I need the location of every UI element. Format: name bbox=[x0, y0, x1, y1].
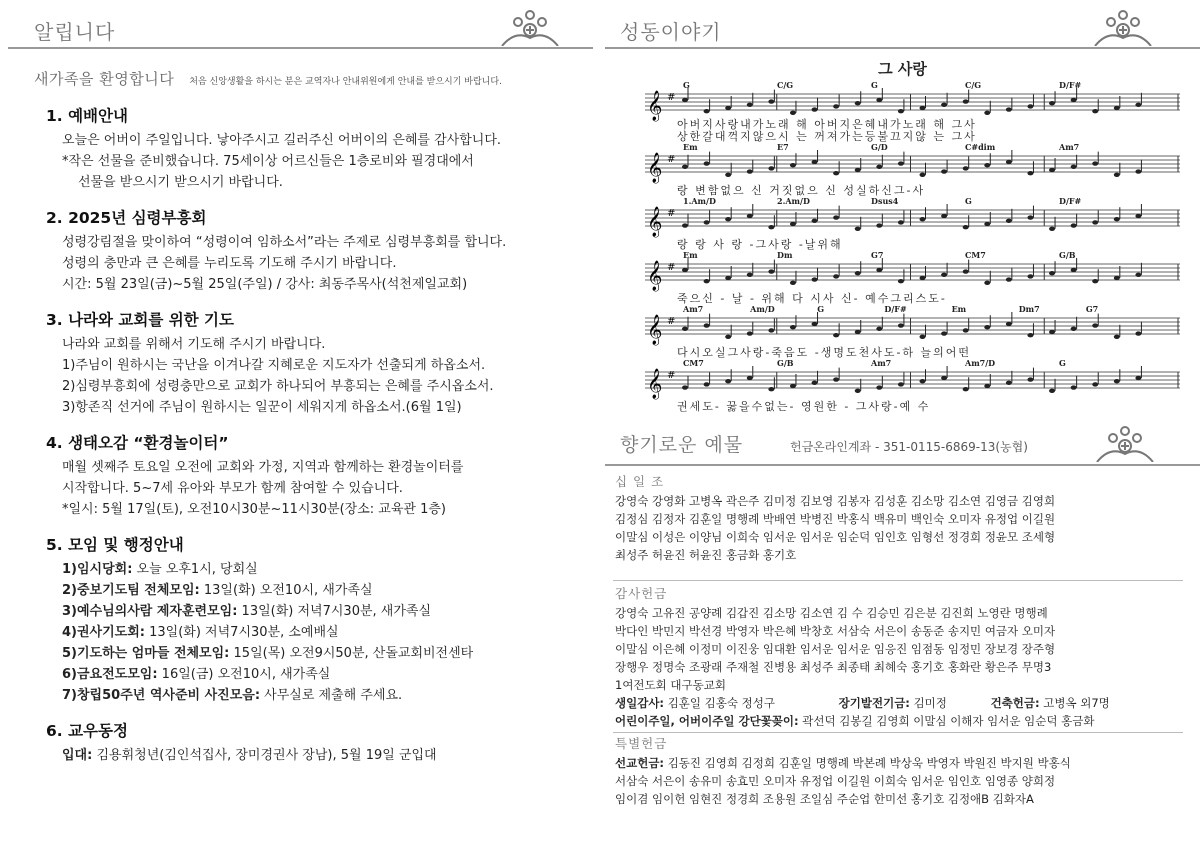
chord-symbol: D/F# bbox=[884, 304, 907, 314]
note-head bbox=[768, 99, 774, 103]
note-head bbox=[812, 381, 818, 385]
chord-symbol: 2.Am/D bbox=[777, 196, 810, 206]
chord-symbol: G bbox=[683, 80, 690, 90]
treble-clef-icon: 𝄞 bbox=[647, 91, 663, 121]
right-column bbox=[605, 0, 1200, 806]
note-head bbox=[682, 223, 688, 227]
key-sharp-icon: # bbox=[667, 92, 676, 103]
note-head bbox=[1027, 215, 1033, 219]
note-head bbox=[920, 173, 926, 177]
note-head bbox=[1071, 268, 1077, 272]
notice-eco-playground bbox=[46, 431, 586, 520]
note-head bbox=[725, 217, 731, 221]
note-head bbox=[898, 279, 904, 283]
note-head bbox=[725, 335, 731, 339]
note-head bbox=[984, 325, 990, 329]
note-head bbox=[898, 323, 904, 327]
notice-meetings bbox=[46, 533, 586, 706]
note-head bbox=[963, 99, 969, 103]
note-head bbox=[1049, 330, 1055, 334]
sheet-music bbox=[645, 80, 1180, 412]
staff-lines bbox=[645, 366, 1180, 400]
note-head bbox=[768, 328, 774, 332]
note-head bbox=[833, 215, 839, 219]
note-head bbox=[812, 277, 818, 281]
notice-member-news bbox=[46, 719, 586, 766]
notice-line: *일시: 5월 17일(토), 오전10시30분~11시30분(장소: 교육관 1층) bbox=[62, 502, 446, 517]
meeting-item: 3)예수님의사람 제자훈련모임: 13일(화) 저녁7시30분, 새가족실 bbox=[62, 604, 432, 619]
meeting-item: 2)중보기도팀 전체모임: 13일(화) 오전10시, 새가족실 bbox=[62, 583, 373, 598]
chord-symbol: G7 bbox=[1085, 304, 1099, 314]
welcome-banner bbox=[34, 68, 502, 89]
note-head bbox=[1049, 227, 1055, 231]
note-head bbox=[1006, 219, 1012, 223]
thanks-categories-row: 생일감사: 김훈일 김홍숙 정성구 장기발전기금: 김미정 건축헌금: 고병옥 외7명 bbox=[615, 696, 1110, 710]
music-staff bbox=[645, 358, 1180, 412]
chord-symbol: Em bbox=[683, 250, 698, 260]
donor-line: 김정심 김정자 김훈일 명행례 박배연 박병진 박홍식 백유미 백인숙 오미자 유정업 이길원 bbox=[615, 512, 1056, 526]
header-rule bbox=[8, 47, 593, 49]
note-head bbox=[1114, 173, 1120, 177]
note-head bbox=[876, 165, 882, 169]
lyric-line: 아버지사랑내가노래 해 아버지은혜내가노래 해 그사 bbox=[677, 118, 977, 131]
note-head bbox=[1092, 279, 1098, 283]
note-head bbox=[1006, 381, 1012, 385]
note-head bbox=[1071, 98, 1077, 102]
note-head bbox=[1071, 165, 1077, 169]
note-head bbox=[920, 335, 926, 339]
donor-line: 이말심 이은혜 이정미 이진웅 임대환 임서운 임서운 임응진 임점동 임정민 장보경 장주형 bbox=[615, 642, 1056, 656]
key-sharp-icon: # bbox=[667, 262, 676, 273]
note-head bbox=[1135, 103, 1141, 107]
note-head bbox=[704, 323, 710, 327]
note-head bbox=[790, 222, 796, 226]
offering-account: 헌금온라인계좌 - 351-0115-6869-13(농협) bbox=[790, 440, 1028, 454]
notice-line: 2)심령부흥회에 성령충만으로 교회가 하나되어 부흥되는 은혜를 주시옵소서. bbox=[62, 379, 494, 394]
note-head bbox=[1135, 331, 1141, 335]
note-head bbox=[1092, 323, 1098, 327]
notice-heading: 1. 예배안내 bbox=[46, 107, 128, 125]
header-rule bbox=[605, 47, 1200, 49]
lyric-line-second-verse: 상한갈대꺽지않으시 는 꺼져가는등불끄지않 는 그사 bbox=[677, 130, 977, 143]
note-head bbox=[682, 165, 688, 169]
note-head bbox=[855, 101, 861, 105]
note-head bbox=[1027, 333, 1033, 337]
staff-lines bbox=[645, 204, 1180, 238]
note-head bbox=[984, 384, 990, 388]
chord-symbol: Em bbox=[683, 142, 698, 152]
note-head bbox=[1049, 168, 1055, 172]
note-head bbox=[876, 327, 882, 331]
chord-symbol: Dm7 bbox=[1018, 304, 1040, 314]
offering-title: 향기로운 예물 bbox=[620, 434, 744, 456]
note-head bbox=[963, 387, 969, 391]
cross-motif-icon bbox=[500, 8, 560, 46]
key-sharp-icon: # bbox=[667, 154, 676, 165]
note-head bbox=[941, 103, 947, 107]
notice-revival bbox=[46, 206, 586, 295]
notice-heading: 4. 생태오감 “환경놀이터” bbox=[46, 434, 229, 452]
note-head bbox=[833, 171, 839, 175]
note-head bbox=[920, 217, 926, 221]
chord-symbol: G7 bbox=[871, 250, 884, 260]
notice-heading: 6. 교우동정 bbox=[46, 722, 128, 740]
note-head bbox=[920, 276, 926, 280]
key-sharp-icon: # bbox=[667, 370, 676, 381]
note-head bbox=[963, 225, 969, 229]
note-head bbox=[768, 387, 774, 391]
lyric-line: 죽으신 - 날 - 위해 다 시사 신- 예수그리스도- bbox=[677, 292, 947, 305]
meeting-item: 4)권사기도회: 13일(화) 저녁7시30분, 소예배실 bbox=[62, 625, 339, 640]
note-head bbox=[984, 222, 990, 226]
note-head bbox=[747, 169, 753, 173]
notice-line: 3)항존직 선거에 주님이 원하시는 일꾼이 세워지게 하옵소서.(6월 1일) bbox=[62, 400, 462, 415]
treble-clef-icon: 𝄞 bbox=[647, 153, 663, 183]
chord-symbol: G bbox=[817, 304, 825, 314]
note-head bbox=[876, 385, 882, 389]
note-head bbox=[747, 103, 753, 107]
notice-line: 성령의 충만과 큰 은혜를 누리도록 기도해 주시기 바랍니다. bbox=[62, 256, 397, 271]
note-head bbox=[790, 384, 796, 388]
note-head bbox=[1114, 217, 1120, 221]
note-head bbox=[898, 161, 904, 165]
welcome-note: 처음 신앙생활을 하시는 분은 교역자나 안내위원에게 안내를 받으시기 바랍니다. bbox=[189, 77, 502, 87]
chord-symbol: CM7 bbox=[965, 250, 986, 260]
note-head bbox=[747, 376, 753, 380]
chord-symbol: Em bbox=[951, 304, 967, 314]
note-head bbox=[984, 281, 990, 285]
member-news-item: 입대: 김용휘청년(김인석집사, 장미경권사 장남), 5월 19일 군입대 bbox=[62, 748, 437, 763]
note-head bbox=[704, 220, 710, 224]
note-head bbox=[855, 227, 861, 231]
chord-symbol: Dm bbox=[777, 250, 793, 260]
note-head bbox=[1135, 214, 1141, 218]
note-head bbox=[855, 389, 861, 393]
lyric-line: 권세도- 꿇을수없는- 영원한 - 그사랑-예 수 bbox=[677, 400, 931, 413]
music-staff bbox=[645, 142, 1180, 196]
note-head bbox=[812, 322, 818, 326]
chord-symbol: G bbox=[1059, 358, 1066, 368]
cross-motif-icon bbox=[1093, 8, 1153, 46]
notice-line: 선물을 받으시기 받으시기 바랍니다. bbox=[78, 175, 283, 190]
note-head bbox=[747, 273, 753, 277]
note-head bbox=[876, 223, 882, 227]
chord-symbol: C/G bbox=[777, 80, 794, 90]
donor-line: 최성주 허윤진 허윤진 홍금화 홍기호 bbox=[615, 548, 797, 562]
note-head bbox=[790, 325, 796, 329]
note-head bbox=[941, 376, 947, 380]
chord-symbol: E7 bbox=[777, 142, 789, 152]
meeting-item: 1)임시당회: 오늘 오후1시, 당회실 bbox=[62, 562, 258, 577]
key-sharp-icon: # bbox=[667, 316, 676, 327]
story-header bbox=[605, 0, 1200, 50]
note-head bbox=[704, 109, 710, 113]
welcome-title: 새가족을 환영합니다 bbox=[34, 70, 175, 88]
note-head bbox=[963, 328, 969, 332]
note-head bbox=[1071, 385, 1077, 389]
music-staff bbox=[645, 196, 1180, 250]
note-head bbox=[1114, 335, 1120, 339]
note-head bbox=[725, 276, 731, 280]
chord-symbol: Dsus4 bbox=[871, 196, 899, 206]
note-head bbox=[941, 331, 947, 335]
note-head bbox=[1027, 104, 1033, 108]
note-head bbox=[855, 330, 861, 334]
note-head bbox=[1049, 271, 1055, 275]
note-head bbox=[898, 109, 904, 113]
notice-heading: 3. 나라와 교회를 위한 기도 bbox=[46, 311, 234, 329]
notice-line: 시간: 5월 23일(금)~5월 25일(주일) / 강사: 최동주목사(석천제일교회) bbox=[62, 277, 468, 292]
notice-line: 성령강림절을 맞이하여 “성령이여 임하소서”라는 주제로 심령부흥회를 합니다. bbox=[62, 235, 507, 250]
note-head bbox=[833, 274, 839, 278]
note-head bbox=[1114, 106, 1120, 110]
special-group bbox=[615, 734, 1175, 808]
donor-line: 장행우 정명숙 조광래 주재철 진병용 최성주 최종태 최혜숙 홍기호 홍화란 황은주 무명3 bbox=[615, 660, 1052, 674]
note-head bbox=[984, 111, 990, 115]
chord-symbol: Am7 bbox=[683, 304, 704, 314]
donor-line: 강영숙 고유진 공양례 김갑진 김소망 김소연 김 수 김승민 김은분 김진희 노영란 명행례 bbox=[615, 606, 1048, 620]
music-staff bbox=[645, 80, 1180, 142]
chord-symbol: D/F# bbox=[1059, 80, 1082, 90]
staff-lines bbox=[645, 150, 1180, 184]
chord-symbol: D/F# bbox=[1059, 196, 1082, 206]
note-head bbox=[833, 333, 839, 337]
lyric-line: 랑 랑 사 랑 -그사랑 -날위해 bbox=[677, 238, 843, 251]
lyric-line: 랑 변함없으 신 거짓없으 신 성실하신그-사 bbox=[677, 184, 926, 197]
note-head bbox=[1027, 377, 1033, 381]
note-head bbox=[855, 271, 861, 275]
notice-prayer bbox=[46, 308, 586, 418]
chord-symbol: Am7 bbox=[1059, 142, 1080, 152]
note-head bbox=[1114, 379, 1120, 383]
note-head bbox=[790, 281, 796, 285]
donor-line: 임이겸 임이헌 임현진 정경희 조용원 조일심 주순업 한미선 홍기호 김정애B 김화자A bbox=[615, 792, 1034, 806]
note-head bbox=[876, 268, 882, 272]
note-head bbox=[920, 379, 926, 383]
note-head bbox=[768, 269, 774, 273]
note-head bbox=[1071, 223, 1077, 227]
meeting-item: 5)기도하는 엄마들 전체모임: 15일(목) 오전9시50분, 산돌교회비전센타 bbox=[62, 646, 474, 661]
note-head bbox=[941, 273, 947, 277]
note-head bbox=[1071, 327, 1077, 331]
cross-motif-icon bbox=[1095, 424, 1155, 462]
note-head bbox=[1006, 322, 1012, 326]
donor-line: 이말심 이성은 이양님 이희숙 임서운 임서운 임순덕 임인호 임형선 정경희 정윤모 조세형 bbox=[615, 530, 1056, 544]
note-head bbox=[1049, 101, 1055, 105]
notice-line: *작은 선물을 준비했습니다. 75세이상 어르신들은 1층로비와 필경대에서 bbox=[62, 154, 474, 169]
note-head bbox=[682, 268, 688, 272]
note-head bbox=[855, 168, 861, 172]
offering-header bbox=[605, 422, 1200, 468]
meeting-item: 6)금요전도모임: 16일(금) 오전10시, 새가족실 bbox=[62, 667, 331, 682]
note-head bbox=[790, 163, 796, 167]
thanks-categories-row: 어린이주일, 어버이주일 강단꽃꽂이: 곽선덕 김봉길 김영희 이말심 이해자 임서운 임순덕 홍금화 bbox=[615, 714, 1095, 728]
staff-lines bbox=[645, 312, 1180, 346]
treble-clef-icon: 𝄞 bbox=[647, 261, 663, 291]
chord-symbol: G/D bbox=[871, 142, 888, 152]
chord-symbol: G bbox=[871, 80, 878, 90]
note-head bbox=[963, 269, 969, 273]
notice-list bbox=[46, 104, 586, 779]
notice-line: 1)주님이 원하시는 국난을 이겨나갈 지혜로운 지도자가 선출되게 하옵소서. bbox=[62, 358, 486, 373]
notice-line: 매월 셋째주 토요일 오전에 교회와 가정, 지역과 함께하는 환경놀이터를 bbox=[62, 460, 464, 475]
announcements-header bbox=[0, 0, 600, 50]
music-staff bbox=[645, 250, 1180, 304]
tithe-group bbox=[615, 472, 1175, 564]
note-head bbox=[1135, 169, 1141, 173]
note-head bbox=[725, 379, 731, 383]
chord-symbol: Am7 bbox=[871, 358, 892, 368]
note-head bbox=[704, 382, 710, 386]
note-head bbox=[704, 161, 710, 165]
chord-symbol: C/G bbox=[965, 80, 982, 90]
note-head bbox=[1135, 273, 1141, 277]
note-head bbox=[747, 331, 753, 335]
thanks-heading: 감사헌금 bbox=[615, 586, 668, 601]
group-divider bbox=[613, 580, 1183, 581]
note-head bbox=[790, 111, 796, 115]
chord-symbol: G/B bbox=[777, 358, 794, 368]
music-staff bbox=[645, 304, 1180, 358]
note-head bbox=[1006, 160, 1012, 164]
note-head bbox=[1114, 276, 1120, 280]
chord-symbol: G bbox=[965, 196, 972, 206]
note-head bbox=[898, 382, 904, 386]
notice-worship bbox=[46, 104, 586, 193]
note-head bbox=[1027, 274, 1033, 278]
note-head bbox=[984, 163, 990, 167]
chord-symbol: 1.Am/D bbox=[683, 196, 716, 206]
note-head bbox=[812, 219, 818, 223]
note-head bbox=[812, 107, 818, 111]
donor-line: 1여전도회 대구동교회 bbox=[615, 678, 726, 692]
notice-line: 나라와 교회를 위해서 기도해 주시기 바랍니다. bbox=[62, 337, 326, 352]
note-head bbox=[833, 377, 839, 381]
notice-heading: 5. 모임 및 행정안내 bbox=[46, 536, 184, 554]
note-head bbox=[1092, 220, 1098, 224]
treble-clef-icon: 𝄞 bbox=[647, 207, 663, 237]
note-head bbox=[768, 225, 774, 229]
note-head bbox=[725, 173, 731, 177]
note-head bbox=[1092, 109, 1098, 113]
note-head bbox=[1027, 171, 1033, 175]
note-head bbox=[1092, 161, 1098, 165]
donor-line: 선교헌금: 김동진 김영희 김정희 김훈일 명행례 박본례 박상욱 박영자 박원진 박지원 박홍식 bbox=[615, 756, 1071, 770]
note-head bbox=[704, 279, 710, 283]
staff-lines bbox=[645, 258, 1180, 292]
offering-rule bbox=[605, 464, 1200, 466]
key-sharp-icon: # bbox=[667, 208, 676, 219]
note-head bbox=[1049, 389, 1055, 393]
chord-symbol: Am7/D bbox=[965, 358, 996, 368]
note-head bbox=[682, 327, 688, 331]
tithe-heading: 십 일 조 bbox=[615, 474, 665, 489]
group-divider bbox=[613, 732, 1183, 733]
donor-line: 강영숙 강영화 고병옥 곽은주 김미정 김보영 김봉자 김성훈 김소망 김소연 김영금 김영희 bbox=[615, 494, 1056, 508]
note-head bbox=[1135, 376, 1141, 380]
announcements-title: 알립니다 bbox=[34, 20, 116, 44]
chord-symbol: Am/D bbox=[750, 304, 775, 314]
note-head bbox=[768, 166, 774, 170]
story-title: 성동이야기 bbox=[620, 20, 722, 44]
note-head bbox=[725, 106, 731, 110]
note-head bbox=[898, 220, 904, 224]
notice-heading: 2. 2025년 심령부흥회 bbox=[46, 209, 207, 227]
lyric-line: 다시오실그사랑-죽음도 -생명도천사도-하 늘의어떤 bbox=[677, 346, 972, 359]
note-head bbox=[1006, 277, 1012, 281]
note-head bbox=[1092, 382, 1098, 386]
left-column bbox=[0, 0, 600, 763]
donor-line: 박다인 박민지 박선경 박영자 박은혜 박창호 서삼숙 서은이 송동준 송지민 여금자 오미자 bbox=[615, 624, 1056, 638]
treble-clef-icon: 𝄞 bbox=[647, 369, 663, 399]
donor-line: 서삼숙 서은이 송유미 송효민 오미자 유정업 이길원 이희숙 임서운 임인호 임영종 양희정 bbox=[615, 774, 1056, 788]
note-head bbox=[747, 214, 753, 218]
notice-line: 시작합니다. 5~7세 유아와 부모가 함께 참여할 수 있습니다. bbox=[62, 481, 403, 496]
thanks-group bbox=[615, 584, 1175, 730]
meeting-item: 7)창립50주년 역사준비 사진모음: 사무실로 제출해 주세요. bbox=[62, 688, 403, 703]
note-head bbox=[812, 160, 818, 164]
special-heading: 특별헌금 bbox=[615, 736, 668, 751]
note-head bbox=[941, 214, 947, 218]
note-head bbox=[941, 169, 947, 173]
note-head bbox=[876, 98, 882, 102]
chord-symbol: C#dim bbox=[965, 142, 996, 152]
chord-symbol: G/B bbox=[1059, 250, 1076, 260]
note-head bbox=[963, 166, 969, 170]
note-head bbox=[920, 106, 926, 110]
note-head bbox=[682, 98, 688, 102]
note-head bbox=[1006, 107, 1012, 111]
chord-symbol: CM7 bbox=[683, 358, 704, 368]
note-head bbox=[833, 104, 839, 108]
note-head bbox=[682, 385, 688, 389]
treble-clef-icon: 𝄞 bbox=[647, 315, 663, 345]
song-title: 그 사랑 bbox=[878, 60, 927, 78]
notice-line: 오늘은 어버이 주일입니다. 낳아주시고 길러주신 어버이의 은혜를 감사합니다. bbox=[62, 133, 502, 148]
